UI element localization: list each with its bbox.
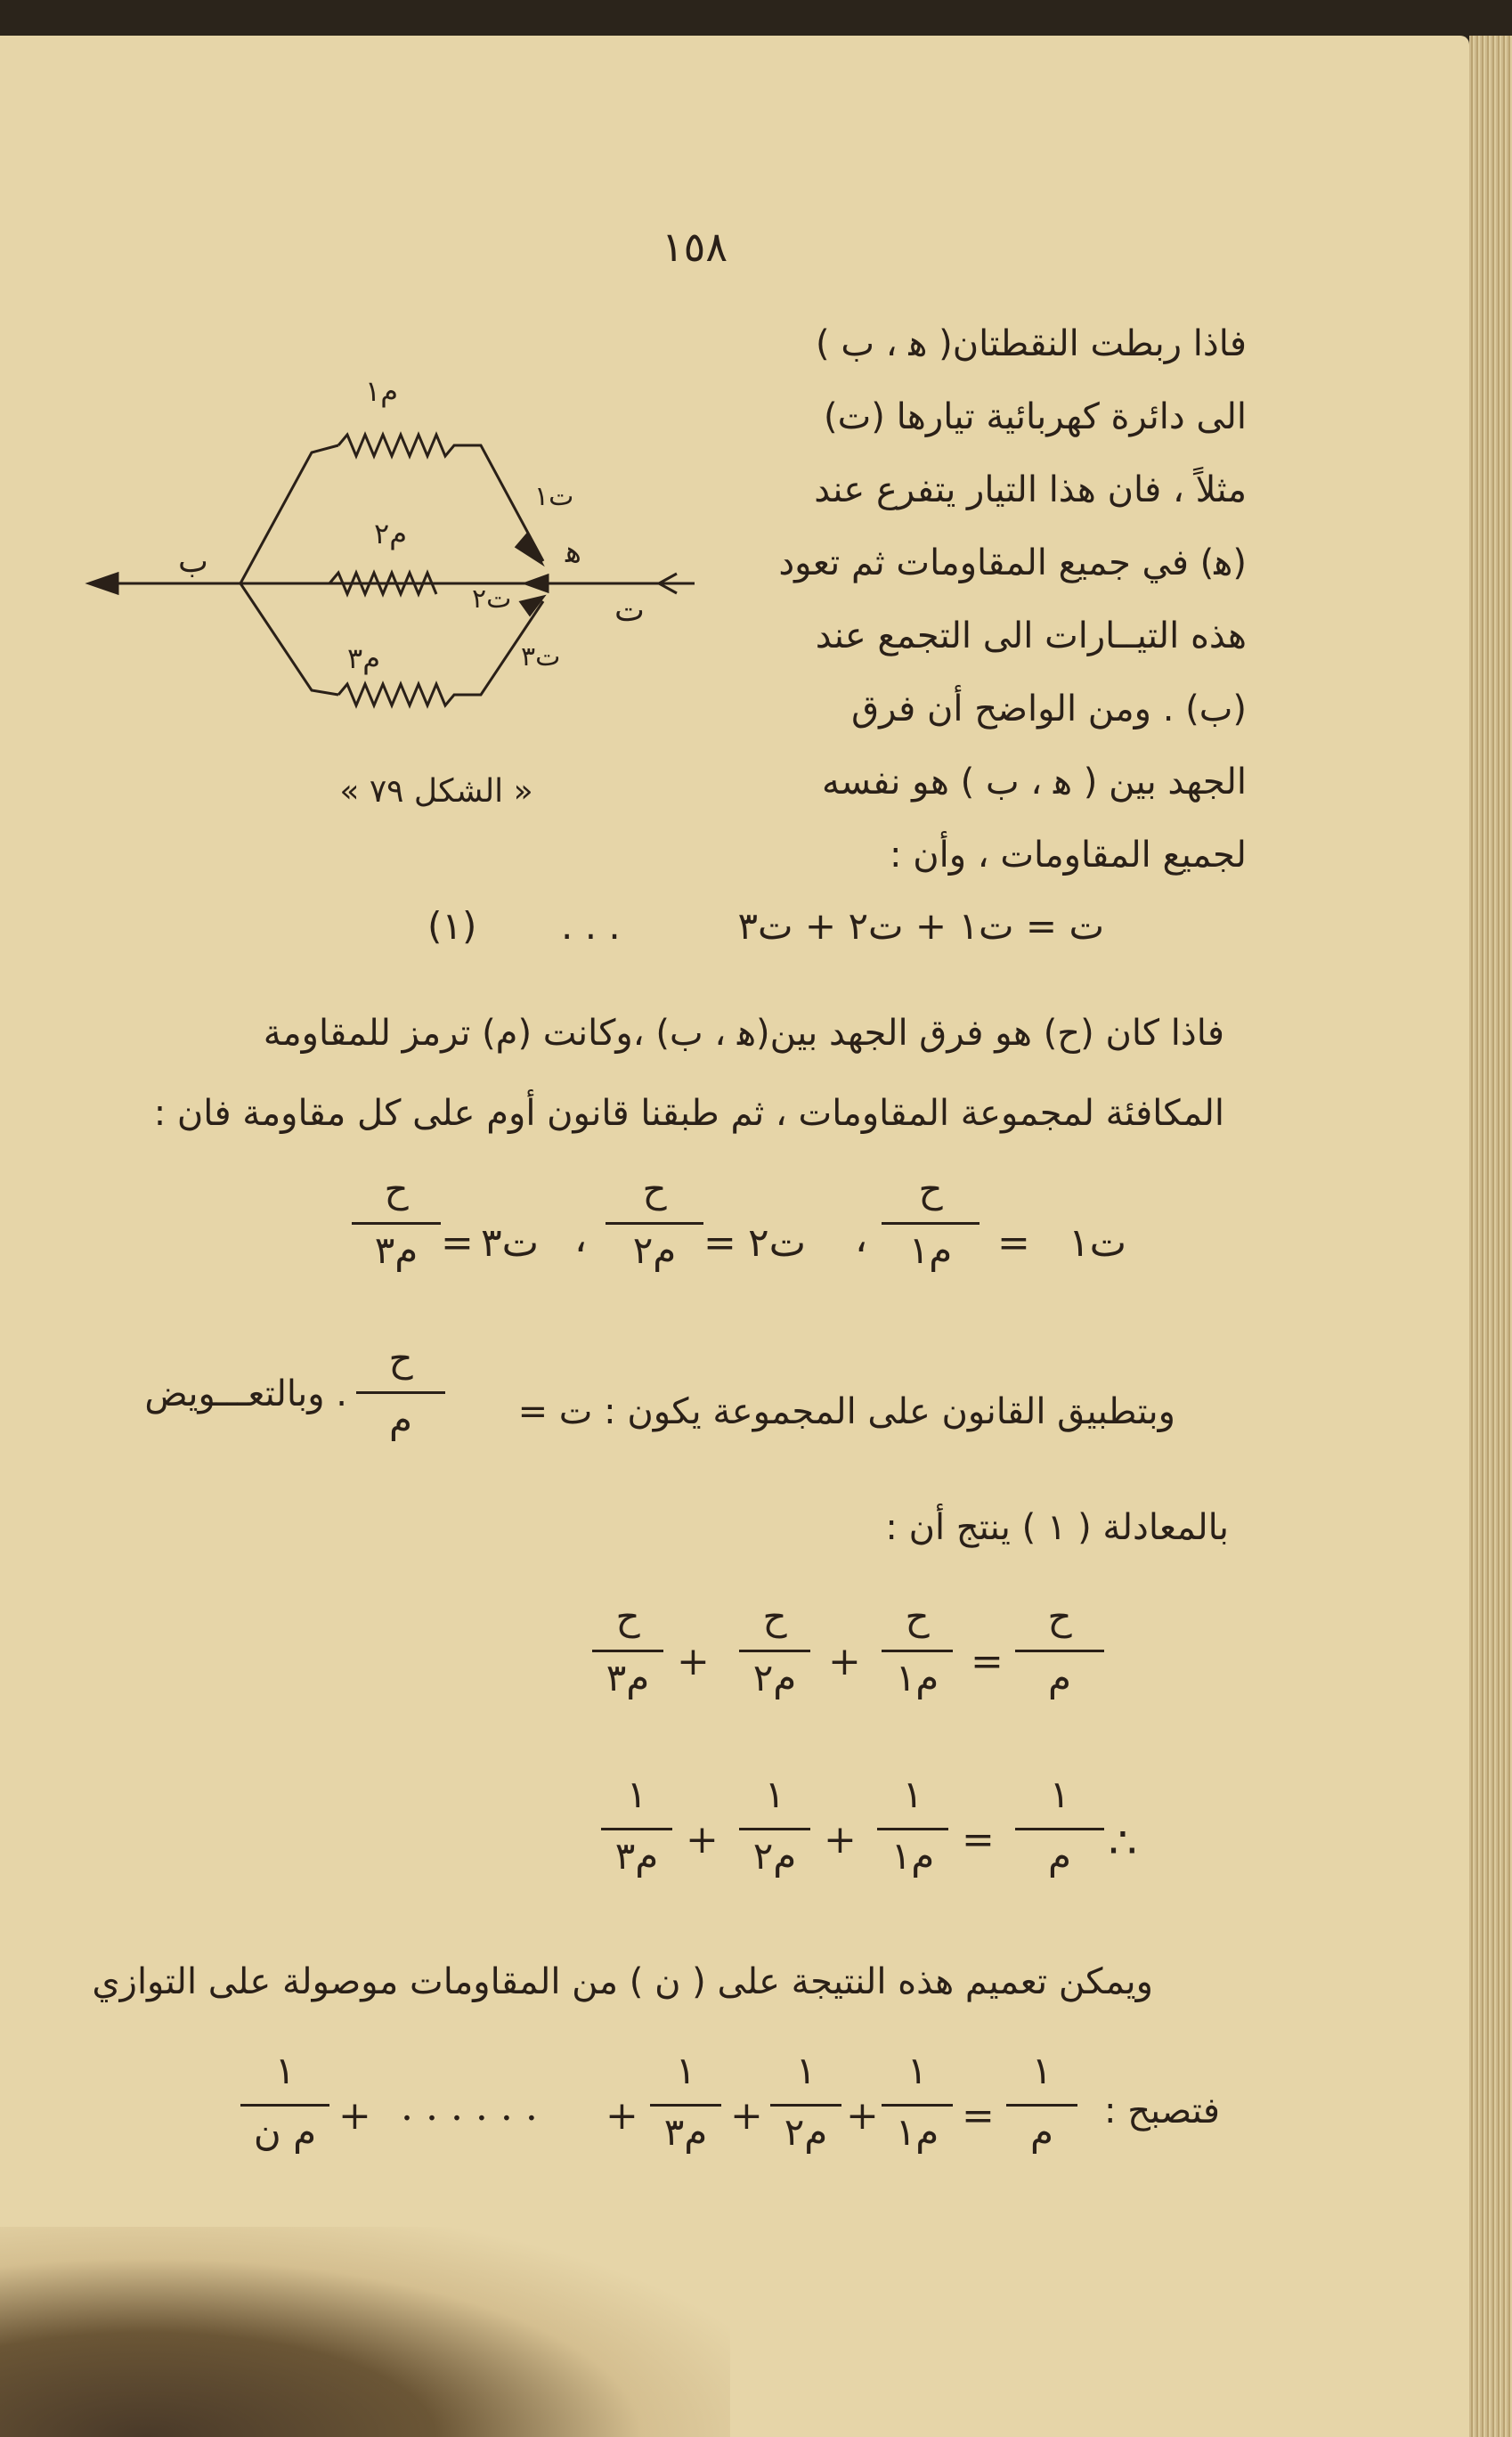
page-edge (1469, 36, 1512, 2437)
symbol-equals: = (962, 2093, 995, 2139)
symbol-equals: = (971, 1639, 1004, 1684)
label-a: ﻫ (565, 534, 581, 570)
intro-line: (ﻫ) في جميع المقاومات ثم تعود (778, 542, 1247, 583)
fraction-bar (882, 1222, 980, 1225)
fraction-numerator: ١ (1031, 2049, 1053, 2092)
final-lhs (1006, 2049, 1077, 2162)
label-t: ت (614, 592, 645, 629)
sum2-term-2 (739, 1773, 810, 1886)
equation-1-number: (١) (427, 904, 477, 948)
fraction-bar (770, 2104, 841, 2107)
page-number: ١٥٨ (661, 223, 728, 271)
label-t1: ت١ (534, 481, 574, 512)
symbol-plus: + (828, 1639, 861, 1684)
fraction-denominator: م٣ (606, 1656, 650, 1699)
fraction-denominator: م٣ (614, 1834, 659, 1878)
fraction-denominator: م١ (895, 2110, 939, 2154)
final-term-2 (770, 2049, 841, 2162)
intro-line: (ب) . ومن الواضح أن فرق (851, 689, 1247, 729)
fraction-v-over-m2 (606, 1167, 703, 1280)
fraction-denominator: م (1047, 1834, 1071, 1878)
fraction-bar (739, 1650, 810, 1652)
circuit-diagram (71, 356, 712, 766)
fraction-numerator: ح (1047, 1594, 1072, 1638)
symbol-equals: = (962, 1817, 995, 1862)
symbol-plus: + (824, 1817, 857, 1862)
fraction-denominator: م (1047, 1656, 1071, 1699)
intro-line: الجهد بين ( ﻫ ، ب ) هو نفسه (821, 762, 1247, 803)
label-t2: ت٢ (472, 583, 512, 615)
symbol-comma: ، (855, 1216, 868, 1261)
fraction-numerator: ح (918, 1167, 943, 1210)
sum1-term-3 (592, 1594, 663, 1708)
fraction-numerator: ١ (902, 1773, 923, 1816)
fraction-numerator: ح (905, 1594, 930, 1638)
fraction-denominator: م٢ (784, 2110, 828, 2154)
ellipsis: . . . . . . (401, 2084, 538, 2130)
fraction-v-over-m3 (352, 1167, 441, 1280)
sum2-term-3 (601, 1773, 672, 1886)
paragraph-2-line: فاذا كان (ح) هو فرق الجهد بين(ﻫ ، ب) ،وكانت (م) ترمز للمقاومة (263, 1013, 1224, 1054)
circuit-figure (71, 356, 712, 819)
sum1-term-1 (882, 1594, 953, 1708)
fraction-numerator: ١ (906, 2049, 928, 2092)
fraction-denominator: م٢ (752, 1834, 797, 1878)
paragraph-2 (58, 993, 1224, 1153)
symbol-equals: = (703, 1220, 736, 1266)
intro-line: مثلاً ، فان هذا التيار يتفرع عند (814, 469, 1247, 510)
fraction-numerator: ح (642, 1167, 667, 1210)
fraction-bar (650, 2104, 721, 2107)
fraction-bar (592, 1650, 663, 1652)
fraction-denominator: م (388, 1398, 412, 1441)
symbol-plus: + (686, 1817, 719, 1862)
sum2-lhs (1015, 1773, 1104, 1886)
fraction-bar (240, 2104, 329, 2107)
sum2-term-1 (877, 1773, 948, 1886)
figure-caption: « الشكل ٧٩ » (339, 773, 533, 810)
label-b: ب (178, 543, 208, 580)
equation-1-text: ت = ت١ + ت٢ + ت٣ (737, 904, 1104, 948)
symbol-t2: ت٢ (748, 1220, 807, 1266)
fraction-v-over-m (356, 1336, 445, 1449)
fraction-bar (601, 1828, 672, 1830)
fraction-bar (882, 1650, 953, 1652)
fraction-denominator: م (1029, 2110, 1053, 2154)
fraction-denominator: م١ (890, 1834, 935, 1878)
fraction-bar (882, 2104, 953, 2107)
fraction-numerator: ح (762, 1594, 787, 1638)
label-m2: م٢ (374, 517, 407, 550)
fraction-denominator: م١ (908, 1228, 953, 1272)
fraction-v-over-m1 (882, 1167, 980, 1280)
apply-line-2: بالمعادلة ( ١ ) ينتج أن : (885, 1507, 1229, 1548)
fraction-numerator: ح (384, 1167, 409, 1210)
label-m1: م١ (365, 374, 398, 408)
intro-line: فاذا ربطت النقطتان( ﻫ ، ب ) (816, 323, 1247, 364)
fraction-denominator: م٣ (663, 2110, 708, 2154)
symbol-plus: + (606, 2093, 638, 2139)
paragraph-2-line: المكافئة لمجموعة المقاومات ، ثم طبقنا قانون أوم على كل مقاومة فان : (153, 1093, 1224, 1134)
apply-line-tail: . وبالتعـــويض (144, 1373, 347, 1414)
intro-line: هذه التيــارات الى التجمع عند (815, 615, 1247, 656)
therefore-symbol: ∴ (1109, 1817, 1137, 1869)
fraction-numerator: ١ (1049, 1773, 1070, 1816)
fraction-bar (356, 1391, 445, 1394)
symbol-equals: = (441, 1220, 474, 1266)
symbol-comma: ، (574, 1216, 588, 1261)
final-term-1 (882, 2049, 953, 2162)
equation-1 (677, 904, 1104, 948)
final-last-term (240, 2049, 329, 2162)
fraction-denominator: م١ (895, 1656, 939, 1699)
sum1-lhs (1015, 1594, 1104, 1708)
fraction-numerator: ١ (764, 1773, 785, 1816)
generalize-line: ويمكن تعميم هذه النتيجة على ( ن ) من المقاومات موصولة على التوازي (92, 1961, 1153, 2002)
fraction-denominator: م٣ (374, 1228, 419, 1272)
fraction-numerator: ١ (795, 2049, 817, 2092)
final-term-3 (650, 2049, 721, 2162)
symbol-plus: + (846, 2093, 879, 2139)
intro-line: لجميع المقاومات ، وأن : (890, 835, 1247, 876)
equation-1-dots: . . . (561, 904, 621, 948)
fraction-bar (1015, 1828, 1104, 1830)
label-t3: ت٣ (521, 641, 561, 672)
fraction-bar (1006, 2104, 1077, 2107)
fraction-numerator: ١ (626, 1773, 647, 1816)
fraction-denominator: م٢ (752, 1656, 797, 1699)
label-m3: م٣ (347, 641, 380, 675)
fraction-bar (606, 1222, 703, 1225)
intro-paragraph (712, 307, 1247, 892)
symbol-t1: ت١ (1069, 1220, 1127, 1266)
symbol-equals: = (997, 1220, 1030, 1266)
fraction-denominator: م ن (253, 2110, 317, 2154)
fraction-bar (1015, 1650, 1104, 1652)
symbol-t3: ت٣ (481, 1220, 540, 1266)
intro-line: الى دائرة كهربائية تيارها (ت) (824, 396, 1247, 437)
fraction-bar (739, 1828, 810, 1830)
final-prefix: فتصبح : (1104, 2091, 1220, 2131)
apply-line-text: وبتطبيق القانون على المجموعة يكون : ت = (517, 1391, 1175, 1432)
sum1-term-2 (739, 1594, 810, 1708)
fraction-denominator: م٢ (632, 1228, 677, 1272)
fraction-bar (352, 1222, 441, 1225)
fraction-numerator: ح (388, 1336, 413, 1380)
symbol-plus: + (338, 2093, 371, 2139)
symbol-plus: + (730, 2093, 763, 2139)
fraction-bar (877, 1828, 948, 1830)
fraction-numerator: ح (615, 1594, 640, 1638)
fraction-numerator: ١ (274, 2049, 296, 2092)
fraction-numerator: ١ (675, 2049, 696, 2092)
symbol-plus: + (677, 1639, 710, 1684)
